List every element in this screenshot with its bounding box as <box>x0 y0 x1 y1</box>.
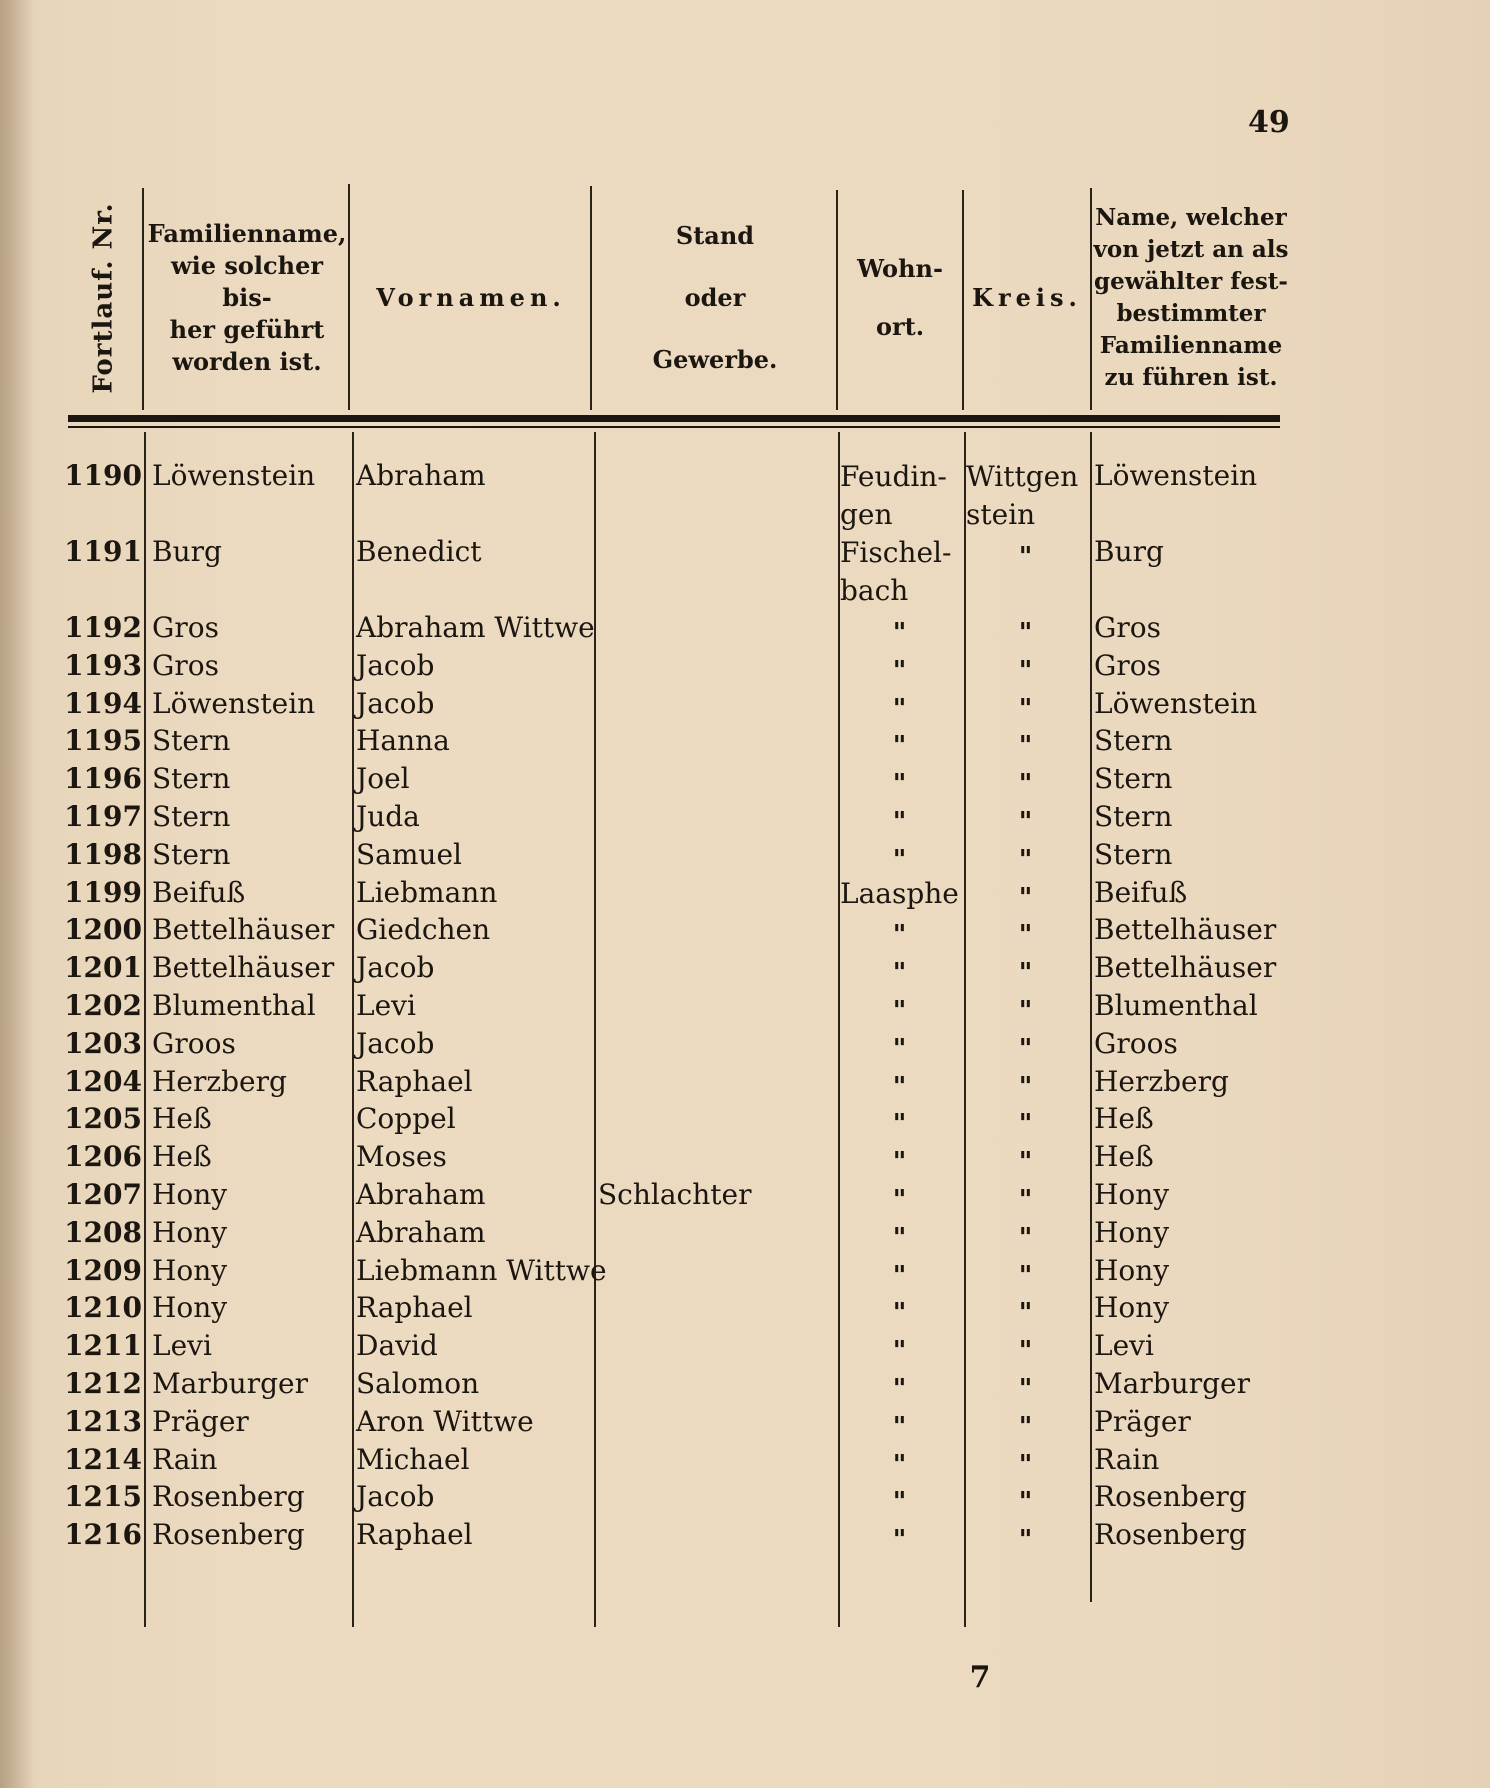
table-row <box>0 1139 1490 1177</box>
familienname-cell: Gros <box>152 648 219 682</box>
row-number: 1215 <box>64 1480 142 1514</box>
page-number: 49 <box>1248 105 1290 140</box>
wohnort-cell: " <box>892 1487 908 1518</box>
wohnort-cell: " <box>892 844 908 875</box>
vornamen-cell: Samuel <box>356 837 462 871</box>
row-number: 1196 <box>64 762 142 796</box>
table-row <box>0 799 1490 837</box>
familienname-cell: Löwenstein <box>152 686 316 720</box>
wohnort-cell: " <box>892 1298 908 1329</box>
table-row <box>0 761 1490 799</box>
neuer-name-cell: Stern <box>1094 724 1173 758</box>
kreis-cell: " <box>1018 542 1034 572</box>
row-number: 1190 <box>64 459 142 492</box>
familienname-cell: Bettelhäuser <box>152 913 335 947</box>
vornamen-cell: Raphael <box>356 1291 473 1325</box>
kreis-cell: " <box>1018 618 1034 648</box>
wohnort-cell: " <box>892 1336 908 1367</box>
vornamen-cell: Jacob <box>356 1026 435 1060</box>
row-number: 1210 <box>64 1291 142 1325</box>
table-row <box>0 686 1490 724</box>
row-number: 1205 <box>64 1102 142 1136</box>
vornamen-cell: Coppel <box>356 1102 456 1136</box>
header-neuer-name: Name, welcher von jetzt an als gewählter fest- bestimmter Familienname zu führen ist. <box>1093 203 1289 391</box>
row-number: 1193 <box>64 648 142 682</box>
neuer-name-cell: Stern <box>1094 799 1173 833</box>
vornamen-cell: Michael <box>356 1442 470 1476</box>
neuer-name-cell: Beifuß <box>1094 875 1188 909</box>
kreis-cell: " <box>1018 1525 1034 1556</box>
vornamen-cell: Moses <box>356 1140 447 1174</box>
table-row <box>0 1404 1490 1442</box>
column-rule <box>590 186 592 410</box>
wohnort-cell: Feudin- gen <box>840 460 947 531</box>
familienname-cell: Rosenberg <box>152 1518 305 1552</box>
row-number: 1197 <box>64 799 142 833</box>
kreis-cell: " <box>1018 1033 1034 1064</box>
row-number: 1191 <box>64 535 142 568</box>
vornamen-cell: Jacob <box>356 648 435 682</box>
vornamen-cell: Jacob <box>356 1480 435 1514</box>
vornamen-cell: Juda <box>356 799 420 833</box>
familienname-cell: Hony <box>152 1177 228 1211</box>
table-row <box>0 1101 1490 1139</box>
kreis-cell: " <box>1018 920 1034 951</box>
wohnort-cell: " <box>892 731 908 762</box>
vornamen-cell: Aron Wittwe <box>356 1404 534 1438</box>
neuer-name-cell: Marburger <box>1094 1366 1250 1400</box>
table-row <box>0 837 1490 875</box>
row-number: 1201 <box>64 951 142 985</box>
row-number: 1203 <box>64 1026 142 1060</box>
wohnort-cell: " <box>892 1033 908 1064</box>
kreis-cell: " <box>1018 1222 1034 1253</box>
table-row <box>0 723 1490 761</box>
familienname-cell: Heß <box>152 1102 212 1136</box>
table-row <box>0 988 1490 1026</box>
neuer-name-cell: Groos <box>1094 1026 1178 1060</box>
vornamen-cell: Giedchen <box>356 913 491 947</box>
table-row <box>0 648 1490 686</box>
kreis-cell: " <box>1018 1449 1034 1480</box>
vornamen-cell: Hanna <box>356 724 450 758</box>
neuer-name-cell: Bettelhäuser <box>1094 913 1277 947</box>
kreis-cell: " <box>1018 1336 1034 1367</box>
row-number: 1207 <box>64 1177 142 1211</box>
table-row <box>0 1517 1490 1555</box>
neuer-name-cell: Rosenberg <box>1094 1480 1247 1514</box>
kreis-cell: " <box>1018 1260 1034 1291</box>
neuer-name-cell: Blumenthal <box>1094 988 1258 1022</box>
table-body <box>0 458 1490 1555</box>
familienname-cell: Burg <box>152 535 222 568</box>
wohnort-cell: " <box>892 1147 908 1178</box>
table-row <box>0 1366 1490 1404</box>
kreis-cell: " <box>1018 1184 1034 1215</box>
vornamen-cell: Abraham Wittwe <box>356 611 595 644</box>
neuer-name-cell: Hony <box>1094 1253 1170 1287</box>
neuer-name-cell: Gros <box>1094 611 1161 644</box>
familienname-cell: Beifuß <box>152 875 246 909</box>
wohnort-cell: " <box>892 1373 908 1404</box>
wohnort-cell: " <box>892 655 908 686</box>
vornamen-cell: Raphael <box>356 1518 473 1552</box>
familienname-cell: Rain <box>152 1442 218 1476</box>
familienname-cell: Bettelhäuser <box>152 951 335 985</box>
familienname-cell: Hony <box>152 1253 228 1287</box>
familienname-cell: Präger <box>152 1404 249 1438</box>
kreis-cell: " <box>1018 1373 1034 1404</box>
neuer-name-cell: Löwenstein <box>1094 686 1258 720</box>
familienname-cell: Gros <box>152 611 219 644</box>
vornamen-cell: Jacob <box>356 951 435 985</box>
neuer-name-cell: Präger <box>1094 1404 1191 1438</box>
kreis-cell: " <box>1018 1147 1034 1178</box>
kreis-cell: " <box>1018 1411 1034 1442</box>
wohnort-cell: " <box>892 1525 908 1556</box>
kreis-cell: " <box>1018 1071 1034 1102</box>
vornamen-cell: Joel <box>356 762 410 796</box>
row-number: 1192 <box>64 611 142 644</box>
vornamen-cell: Salomon <box>356 1366 480 1400</box>
row-number: 1214 <box>64 1442 142 1476</box>
header-nr: Fortlauf. Nr. <box>89 201 119 394</box>
header-rule-thick <box>68 415 1280 422</box>
signature-mark: 7 <box>969 1660 991 1695</box>
neuer-name-cell: Hony <box>1094 1215 1170 1249</box>
header-familienname: Familienname, wie solcher bis- her geführt worden ist. <box>147 218 347 376</box>
table-row <box>0 1253 1490 1291</box>
neuer-name-cell: Heß <box>1094 1140 1154 1174</box>
neuer-name-cell: Löwenstein <box>1094 459 1258 492</box>
table-row <box>0 1442 1490 1480</box>
table-row <box>0 1026 1490 1064</box>
table-row <box>0 534 1490 610</box>
wohnort-cell: " <box>892 806 908 837</box>
vornamen-cell: Abraham <box>356 1215 486 1249</box>
row-number: 1200 <box>64 913 142 947</box>
table-row <box>0 610 1490 648</box>
wohnort-cell: " <box>892 1184 908 1215</box>
familienname-cell: Stern <box>152 762 231 796</box>
wohnort-cell: " <box>892 1222 908 1253</box>
familienname-cell: Stern <box>152 724 231 758</box>
row-number: 1209 <box>64 1253 142 1287</box>
header-kreis: Kreis. <box>972 282 1082 312</box>
table-row <box>0 1215 1490 1253</box>
kreis-cell: " <box>1018 1109 1034 1140</box>
kreis-cell: " <box>1018 995 1034 1026</box>
wohnort-cell: " <box>892 1449 908 1480</box>
row-number: 1199 <box>64 875 142 909</box>
row-number: 1211 <box>64 1329 142 1363</box>
wohnort-cell: " <box>892 1411 908 1442</box>
wohnort-cell: " <box>892 769 908 800</box>
row-number: 1194 <box>64 686 142 720</box>
neuer-name-cell: Hony <box>1094 1177 1170 1211</box>
vornamen-cell: Raphael <box>356 1064 473 1098</box>
row-number: 1208 <box>64 1215 142 1249</box>
familienname-cell: Groos <box>152 1026 236 1060</box>
kreis-cell: Wittgen stein <box>966 460 1079 531</box>
kreis-cell: " <box>1018 693 1034 724</box>
table-row <box>0 875 1490 913</box>
row-number: 1206 <box>64 1140 142 1174</box>
familienname-cell: Marburger <box>152 1366 308 1400</box>
familienname-cell: Levi <box>152 1329 212 1363</box>
kreis-cell: " <box>1018 882 1034 913</box>
familienname-cell: Stern <box>152 799 231 833</box>
row-number: 1204 <box>64 1064 142 1098</box>
table-row <box>0 1290 1490 1328</box>
wohnort-cell: " <box>892 958 908 989</box>
table-row <box>0 1328 1490 1366</box>
row-number: 1195 <box>64 724 142 758</box>
vornamen-cell: Liebmann <box>356 875 498 909</box>
neuer-name-cell: Stern <box>1094 762 1173 796</box>
header-vornamen: Vornamen. <box>376 282 566 312</box>
wohnort-cell: " <box>892 1260 908 1291</box>
header-rule-thin <box>68 426 1280 428</box>
neuer-name-cell: Levi <box>1094 1329 1154 1363</box>
neuer-name-cell: Gros <box>1094 648 1161 682</box>
table-row <box>0 950 1490 988</box>
row-number: 1212 <box>64 1366 142 1400</box>
wohnort-cell: " <box>892 1109 908 1140</box>
wohnort-cell: " <box>892 995 908 1026</box>
familienname-cell: Heß <box>152 1140 212 1174</box>
wohnort-cell: Laasphe <box>840 876 959 910</box>
familienname-cell: Hony <box>152 1291 228 1325</box>
neuer-name-cell: Heß <box>1094 1102 1154 1136</box>
kreis-cell: " <box>1018 1298 1034 1329</box>
familienname-cell: Rosenberg <box>152 1480 305 1514</box>
vornamen-cell: Jacob <box>356 686 435 720</box>
vornamen-cell: Benedict <box>356 535 482 568</box>
table-row <box>0 912 1490 950</box>
kreis-cell: " <box>1018 655 1034 686</box>
table-row <box>0 458 1490 534</box>
vornamen-cell: Abraham <box>356 459 486 492</box>
row-number: 1198 <box>64 837 142 871</box>
wohnort-cell: " <box>892 618 908 648</box>
kreis-cell: " <box>1018 731 1034 762</box>
familienname-cell: Hony <box>152 1215 228 1249</box>
familienname-cell: Herzberg <box>152 1064 287 1098</box>
familienname-cell: Löwenstein <box>152 459 316 492</box>
kreis-cell: " <box>1018 844 1034 875</box>
neuer-name-cell: Bettelhäuser <box>1094 951 1277 985</box>
familienname-cell: Stern <box>152 837 231 871</box>
wohnort-cell: " <box>892 693 908 724</box>
column-rule <box>142 188 144 410</box>
kreis-cell: " <box>1018 1487 1034 1518</box>
wohnort-cell: " <box>892 920 908 951</box>
table-row <box>0 1177 1490 1215</box>
table-row <box>0 1479 1490 1517</box>
row-number: 1213 <box>64 1404 142 1438</box>
familienname-cell: Blumenthal <box>152 988 316 1022</box>
kreis-cell: " <box>1018 769 1034 800</box>
wohnort-cell: " <box>892 1071 908 1102</box>
kreis-cell: " <box>1018 806 1034 837</box>
kreis-cell: " <box>1018 958 1034 989</box>
stand-cell: Schlachter <box>598 1177 752 1211</box>
neuer-name-cell: Stern <box>1094 837 1173 871</box>
wohnort-cell: Fischel- bach <box>840 536 952 607</box>
neuer-name-cell: Hony <box>1094 1291 1170 1325</box>
header-wohnort: Wohn- ort. <box>857 253 943 341</box>
column-rule <box>348 184 350 410</box>
row-number: 1216 <box>64 1518 142 1552</box>
vornamen-cell: Liebmann Wittwe <box>356 1253 607 1287</box>
header-stand: Stand oder Gewerbe. <box>652 220 778 374</box>
vornamen-cell: David <box>356 1329 438 1363</box>
neuer-name-cell: Herzberg <box>1094 1064 1229 1098</box>
row-number: 1202 <box>64 988 142 1022</box>
neuer-name-cell: Burg <box>1094 535 1164 568</box>
vornamen-cell: Abraham <box>356 1177 486 1211</box>
vornamen-cell: Levi <box>356 988 416 1022</box>
neuer-name-cell: Rain <box>1094 1442 1160 1476</box>
table-row <box>0 1064 1490 1102</box>
neuer-name-cell: Rosenberg <box>1094 1518 1247 1552</box>
